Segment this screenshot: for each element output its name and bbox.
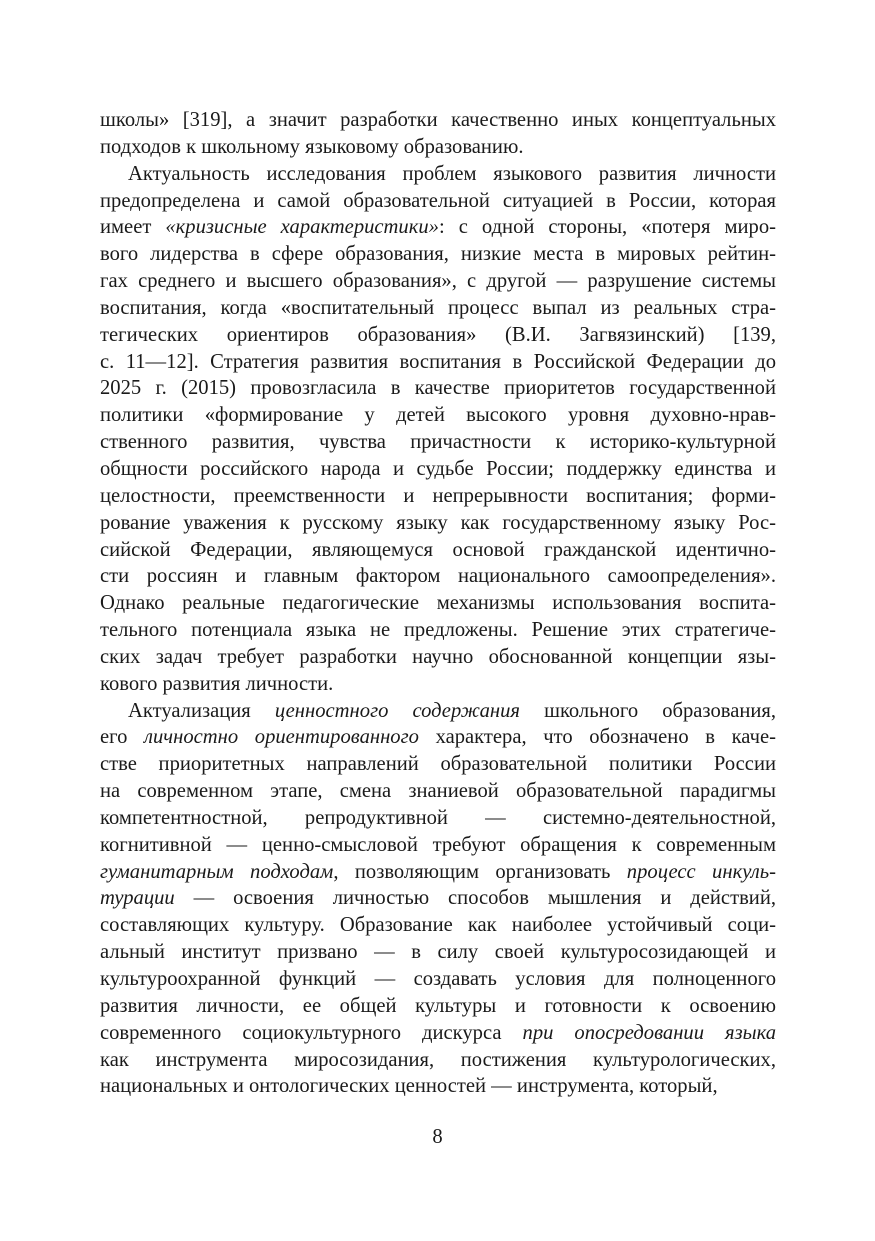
text-line [100, 161, 776, 188]
text-run: имеет [100, 216, 166, 239]
text-run: альный институт призвано — в силу своей культуросозидающей и [100, 941, 776, 964]
text-run: Актуальность исследования проблем языкового развития личности [128, 162, 776, 185]
text-line [100, 107, 776, 134]
text-line [100, 698, 776, 725]
text-run: : с одной стороны, «потеря миро- [438, 216, 776, 239]
text-line [100, 510, 776, 537]
text-line [100, 322, 776, 349]
text-line [100, 429, 776, 456]
text-line [100, 671, 776, 698]
paragraph-2 [100, 161, 776, 698]
text-run: предопределена и самой образовательной ситуацией в России, которая [100, 189, 776, 212]
text-run: школы» [319], а значит разработки качественно иных концептуальных [100, 109, 776, 131]
text-run: школьного образования, [520, 699, 777, 722]
text-line [100, 939, 776, 966]
text-run: современного социокультурного дискурса [100, 1021, 523, 1044]
text-run: ских задач требует разработки научно обоснованной концепции язы- [100, 645, 776, 668]
text-run: кового развития личности. [100, 672, 334, 695]
text-line [100, 724, 776, 751]
text-line [100, 885, 776, 912]
text-run: сти россиян и главным фактором национального самоопределения». [100, 565, 776, 588]
text-line [100, 993, 776, 1020]
text-line [100, 832, 776, 859]
text-run: на современном этапе, смена знаниевой образовательной парадигмы [100, 780, 776, 803]
text-line [100, 456, 776, 483]
text-line [100, 590, 776, 617]
text-line [100, 188, 776, 215]
text-line [100, 537, 776, 564]
text-run: тегических ориентиров образования» (В.И. Загвязинский) [139, [100, 323, 776, 346]
text-line [100, 349, 776, 376]
text-run: культуроохранной функций — создавать условия для полноценного [100, 968, 776, 990]
text-line [100, 134, 776, 161]
text-run: характера, что обозначено в каче- [418, 726, 776, 749]
italic-text: «кризисные характеристики» [165, 216, 439, 239]
paragraph-3 [100, 698, 776, 1101]
text-run: стве приоритетных направлений образовательной политики России [100, 753, 776, 776]
text-run: компетентностной, репродуктивной — системно-деятельностной, [100, 806, 776, 829]
text-line [100, 966, 776, 993]
italic-text: процесс инкуль- [626, 860, 777, 883]
text-line [100, 214, 776, 241]
text-run: рование уважения к русскому языку как государственному языку Рос- [100, 511, 776, 534]
text-line [100, 295, 776, 322]
text-line [100, 617, 776, 644]
text-line [100, 805, 776, 832]
text-run: с. 11—12]. Стратегия развития воспитания в Российской Федерации до [100, 350, 776, 373]
text-line [100, 912, 776, 939]
text-run: общности российского народа и судьбе России; поддержку единства и [100, 457, 776, 480]
text-run: гах среднего и высшего образования», с другой — разрушение системы [100, 270, 776, 293]
text-run: , позволяющим организовать [333, 860, 627, 883]
text-run: развития личности, ее общей культуры и готовности к освоению [100, 994, 776, 1017]
text-run: Актуализация [128, 699, 275, 722]
text-line [100, 563, 776, 590]
text-run: тельного потенциала языка не предложены. Решение этих стратегиче- [100, 619, 776, 642]
text-line [100, 375, 776, 402]
italic-text: турации [100, 887, 175, 910]
text-line [100, 483, 776, 510]
text-run: подходов к школьному языковому образованию. [100, 135, 524, 158]
text-line [100, 1073, 776, 1100]
text-run: воспитания, когда «воспитательный процесс выпал из реальных стра- [100, 296, 776, 319]
text-line [100, 241, 776, 268]
page-body [100, 107, 776, 1100]
text-line [100, 778, 776, 805]
text-line [100, 751, 776, 778]
text-line [100, 402, 776, 429]
text-line [100, 1020, 776, 1047]
text-run: Однако реальные педагогические механизмы использования воспита- [100, 592, 776, 615]
text-run: сийской Федерации, являющемуся основой гражданской идентично- [100, 538, 776, 561]
italic-text: ценностного содержания [274, 699, 520, 722]
text-line [100, 859, 776, 886]
text-run: целостности, преемственности и непрерывности воспитания; форми- [100, 484, 776, 507]
italic-text: при опосредовании языка [522, 1021, 776, 1044]
text-run: политики «формирование у детей высокого уровня духовно-нрав- [100, 404, 776, 427]
text-line [100, 268, 776, 295]
text-line [100, 1047, 776, 1074]
paragraph-1 [100, 107, 776, 161]
text-run: национальных и онтологических ценностей — инструмента, который, [100, 1075, 718, 1098]
text-run: его [100, 726, 144, 749]
text-run: когнитивной — ценно-смысловой требуют обращения к современным [100, 833, 776, 856]
text-run: вого лидерства в сфере образования, низкие места в мировых рейтин- [100, 243, 776, 266]
text-run: составляющих культуру. Образование как наиболее устойчивый соци- [100, 914, 776, 937]
page-number: 8 [432, 1126, 443, 1148]
text-run: ственного развития, чувства причастности к историко-культурной [100, 431, 776, 454]
text-run: — освоения личностью способов мышления и действий, [174, 887, 776, 910]
italic-text: личностно ориентированного [144, 726, 419, 749]
italic-text: гуманитарным подходам [100, 860, 334, 883]
text-line [100, 644, 776, 671]
text-run: 2025 г. (2015) провозгласила в качестве приоритетов государственной [100, 377, 776, 400]
text-run: как инструмента миросозидания, постижения культурологических, [100, 1048, 776, 1071]
